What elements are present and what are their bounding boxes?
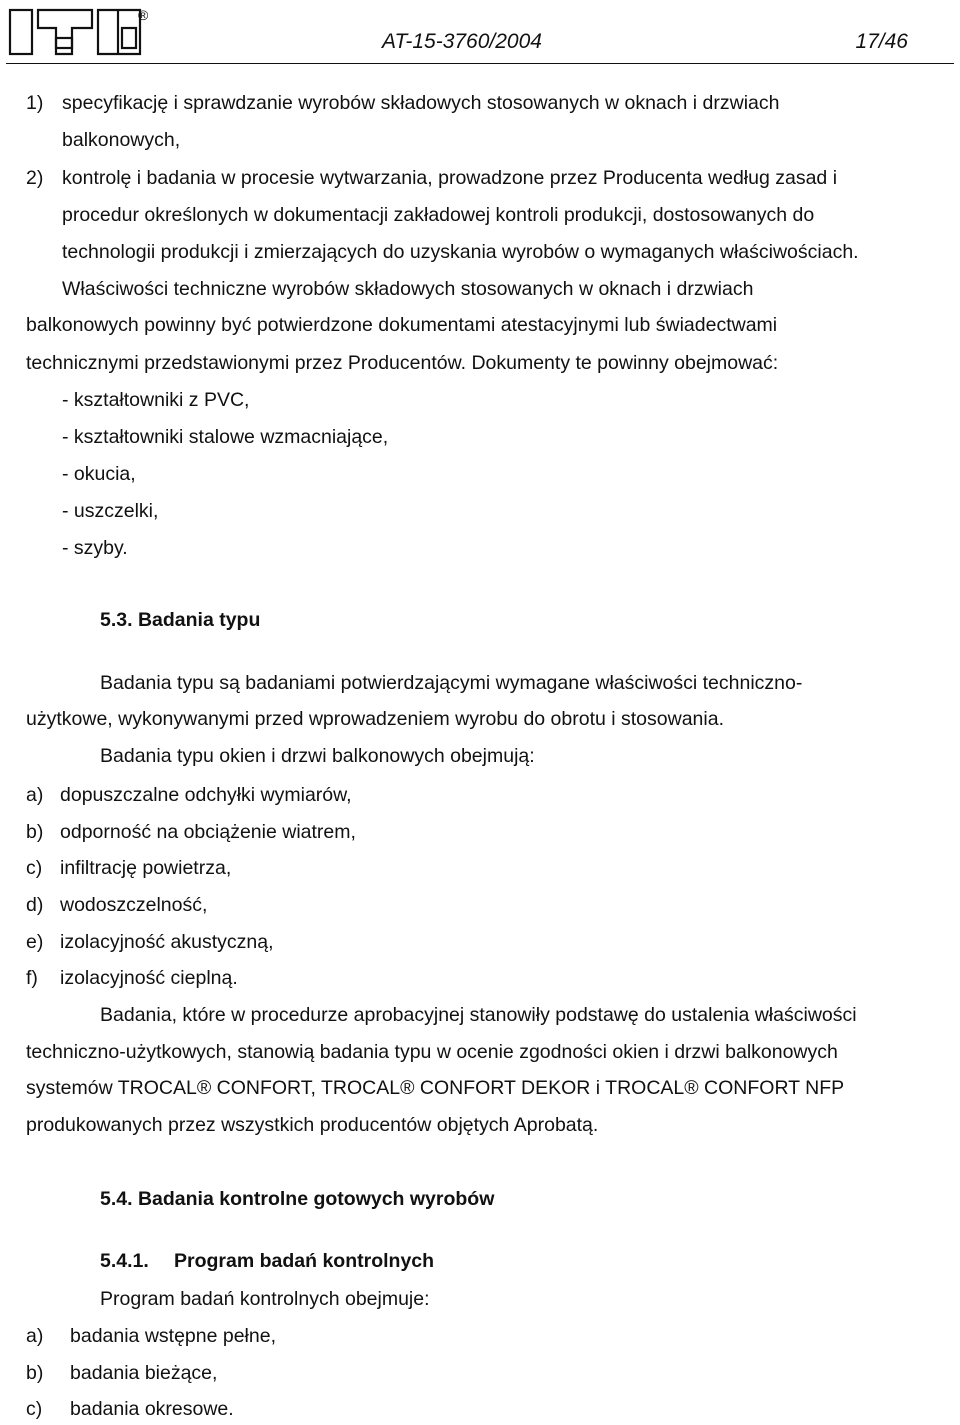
test-marker: c): [26, 857, 43, 879]
paragraph-line: Właściwości techniczne wyrobów składowych stosowanych w oknach i drzwiach: [62, 278, 754, 300]
component-item: - kształtowniki z PVC,: [62, 389, 250, 411]
program-marker: b): [26, 1362, 44, 1384]
paragraph-line: Badania typu okien i drzwi balkonowych obejmują:: [100, 745, 535, 767]
program-marker: c): [26, 1398, 43, 1420]
paragraph-line: technicznymi przedstawionymi przez Producentów. Dokumenty te powinny obejmować:: [26, 352, 779, 374]
test-text: wodoszczelność,: [60, 894, 208, 916]
test-text: infiltrację powietrza,: [60, 857, 232, 879]
test-marker: a): [26, 784, 44, 806]
program-item: [26, 1362, 217, 1385]
test-text: dopuszczalne odchyłki wymiarów,: [60, 784, 352, 806]
test-item: [26, 894, 207, 917]
section-heading: 5.4. Badania kontrolne gotowych wyrobów: [100, 1188, 495, 1210]
registered-mark: ®: [138, 7, 148, 23]
test-marker: f): [26, 967, 38, 989]
subsection-heading: [100, 1250, 434, 1273]
list-item-text: technologii produkcji i zmierzających do uzyskania wyrobów o wymaganych właściwościach.: [62, 241, 859, 263]
page-number: 17/46: [855, 30, 908, 53]
paragraph-line: Program badań kontrolnych obejmuje:: [100, 1288, 430, 1310]
subsection-title: Program badań kontrolnych: [174, 1250, 435, 1272]
paragraph-line: techniczno-użytkowych, stanowią badania typu w ocenie zgodności okien i drzwi balkonowych: [26, 1041, 838, 1063]
test-item: [26, 967, 238, 990]
program-item: [26, 1325, 276, 1348]
test-item: [26, 857, 231, 880]
program-text: badania wstępne pełne,: [70, 1325, 276, 1347]
page-header: [0, 0, 960, 70]
paragraph-line: Badania, które w procedurze aprobacyjnej stanowiły podstawę do ustalenia właściwości: [100, 1004, 857, 1026]
list-item-text: specyfikację i sprawdzanie wyrobów składowych stosowanych w oknach i drzwiach: [62, 92, 780, 114]
paragraph-line: balkonowych powinny być potwierdzone dokumentami atestacyjnymi lub świadectwami: [26, 314, 778, 336]
list-item-text: balkonowych,: [62, 129, 181, 151]
subsection-number: 5.4.1.: [100, 1250, 149, 1272]
test-marker: d): [26, 894, 44, 916]
itb-logo-mark: [8, 6, 148, 58]
test-item: [26, 784, 352, 807]
paragraph-line: Badania typu są badaniami potwierdzającymi wymagane właściwości techniczno-: [100, 672, 803, 694]
component-item: - okucia,: [62, 463, 136, 485]
itb-logo: [8, 6, 148, 63]
test-text: izolacyjność cieplną.: [60, 967, 238, 989]
test-item: [26, 821, 356, 844]
paragraph-line: użytkowe, wykonywanymi przed wprowadzeniem wyrobu do obrotu i stosowania.: [26, 708, 724, 730]
component-item: - uszczelki,: [62, 500, 159, 522]
test-text: odporność na obciążenie wiatrem,: [60, 821, 356, 843]
header-rule: [6, 63, 954, 64]
program-text: badania okresowe.: [70, 1398, 234, 1420]
test-text: izolacyjność akustyczną,: [60, 931, 274, 953]
test-marker: e): [26, 931, 44, 953]
program-marker: a): [26, 1325, 44, 1347]
paragraph-line: produkowanych przez wszystkich producentów objętych Aprobatą.: [26, 1114, 599, 1136]
list-marker: 2): [26, 167, 44, 189]
list-marker: 1): [26, 92, 44, 114]
program-text: badania bieżące,: [70, 1362, 218, 1384]
test-marker: b): [26, 821, 44, 843]
component-item: - kształtowniki stalowe wzmacniające,: [62, 426, 389, 448]
paragraph-line: systemów TROCAL® CONFORT, TROCAL® CONFORT DEKOR i TROCAL® CONFORT NFP: [26, 1077, 845, 1099]
program-item: [26, 1398, 234, 1421]
document-number: AT-15-3760/2004: [382, 30, 542, 53]
list-item-text: procedur określonych w dokumentacji zakładowej kontroli produkcji, dostosowanych do: [62, 204, 815, 226]
test-item: [26, 931, 274, 954]
component-item: - szyby.: [62, 537, 128, 559]
list-item-text: kontrolę i badania w procesie wytwarzania, prowadzone przez Producenta według zasad i: [62, 167, 838, 189]
section-heading: 5.3. Badania typu: [100, 609, 261, 631]
